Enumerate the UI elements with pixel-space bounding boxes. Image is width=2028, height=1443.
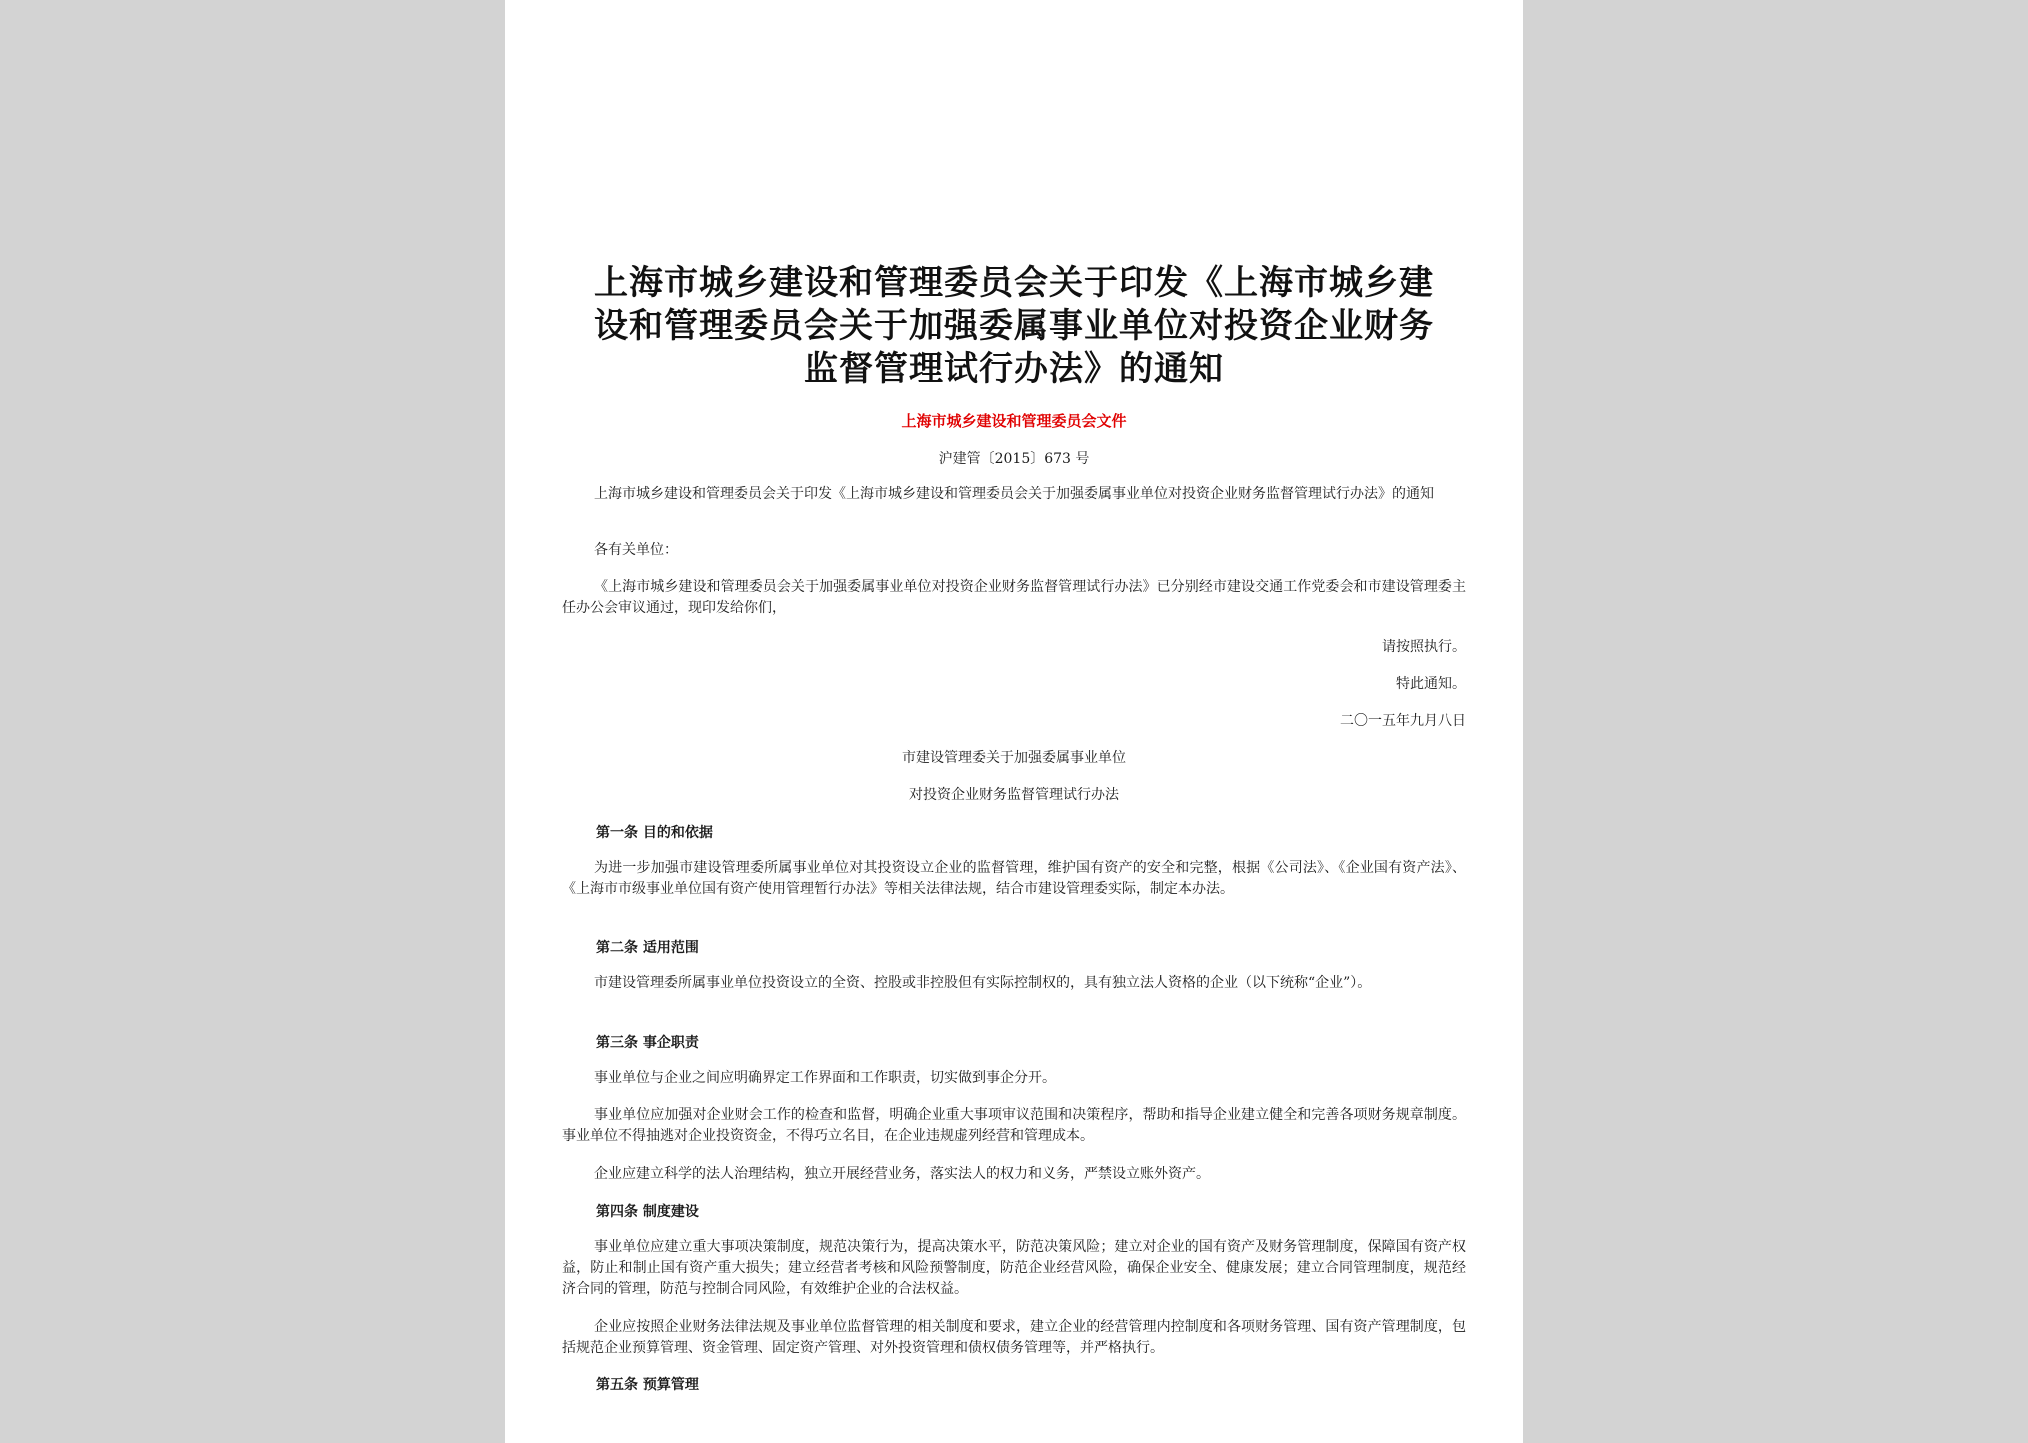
- article-heading: 第四条 制度建设: [596, 1204, 699, 1220]
- closing-notice: 特此通知。: [1396, 676, 1466, 692]
- issuer-heading: 上海市城乡建设和管理委员会文件: [901, 412, 1127, 430]
- title-line: 设和管理委员会关于加强委属事业单位对投资企业财务: [594, 306, 1434, 346]
- article-heading: 第二条 适用范围: [596, 940, 699, 956]
- title-line: 监督管理试行办法》的通知: [804, 349, 1224, 389]
- measures-title-line-1: 市建设管理委关于加强委属事业单位: [902, 750, 1126, 766]
- salutation: 各有关单位：: [594, 542, 678, 558]
- article-heading: 第一条 目的和依据: [596, 825, 713, 841]
- article-paragraph: 企业应建立科学的法人治理结构，独立开展经营业务，落实法人的权力和义务，严禁设立账外资产。: [594, 1166, 1210, 1182]
- article-paragraph: 事业单位与企业之间应明确界定工作界面和工作职责，切实做到事企分开。: [594, 1070, 1056, 1086]
- issue-date: 二〇一五年九月八日: [1340, 713, 1466, 729]
- document-title: [562, 262, 1466, 391]
- document-page: [505, 0, 1523, 1443]
- closing-instruction: 请按照执行。: [1382, 639, 1466, 655]
- article-paragraph: 事业单位应加强对企业财会工作的检查和监督，明确企业重大事项审议范围和决策程序，帮助和指导企业建立健全和完善各项财务规章制度。事业单位不得抽逃对企业投资资金，不得巧立名目，在企业违规虚列经营和管理成本。: [562, 1107, 1466, 1144]
- measures-title-line-2: 对投资企业财务监督管理试行办法: [909, 787, 1119, 803]
- body-paragraph: 《上海市城乡建设和管理委员会关于加强委属事业单位对投资企业财务监督管理试行办法》已分别经市建设交通工作党委会和市建设管理委主任办公会审议通过，现印发给你们，: [562, 579, 1466, 616]
- article-paragraph: 企业应按照企业财务法律法规及事业单位监督管理的相关制度和要求，建立企业的经营管理内控制度和各项财务管理、国有资产管理制度，包括规范企业预算管理、资金管理、固定资产管理、对外投资管理和债权债务管理等，并严格执行。: [562, 1319, 1466, 1356]
- article-paragraph: 事业单位应建立重大事项决策制度，规范决策行为，提高决策水平，防范决策风险；建立对企业的国有资产及财务管理制度，保障国有资产权益，防止和制止国有资产重大损失；建立经营者考核和风险预警制度，防范企业经营风险，确保企业安全、健康发展；建立合同管理制度，规范经济合同的管理，防范与控制合同风险，有效维护企业的合法权益。: [562, 1239, 1466, 1297]
- notice-title-paragraph: 上海市城乡建设和管理委员会关于印发《上海市城乡建设和管理委员会关于加强委属事业单位对投资企业财务监督管理试行办法》的通知: [594, 486, 1434, 502]
- article-heading: 第五条 预算管理: [596, 1377, 699, 1393]
- article-paragraph: 市建设管理委所属事业单位投资设立的全资、控股或非控股但有实际控制权的，具有独立法人资格的企业（以下统称“企业”）。: [594, 975, 1372, 991]
- document-number: 沪建管〔2015〕673 号: [938, 451, 1090, 467]
- article-paragraph: 为进一步加强市建设管理委所属事业单位对其投资设立企业的监督管理，维护国有资产的安全和完整，根据《公司法》、《企业国有资产法》、《上海市市级事业单位国有资产使用管理暂行办法》等相关法律法规，结合市建设管理委实际，制定本办法。: [562, 860, 1466, 897]
- article-heading: 第三条 事企职责: [596, 1035, 699, 1051]
- title-line: 上海市城乡建设和管理委员会关于印发《上海市城乡建: [594, 263, 1434, 303]
